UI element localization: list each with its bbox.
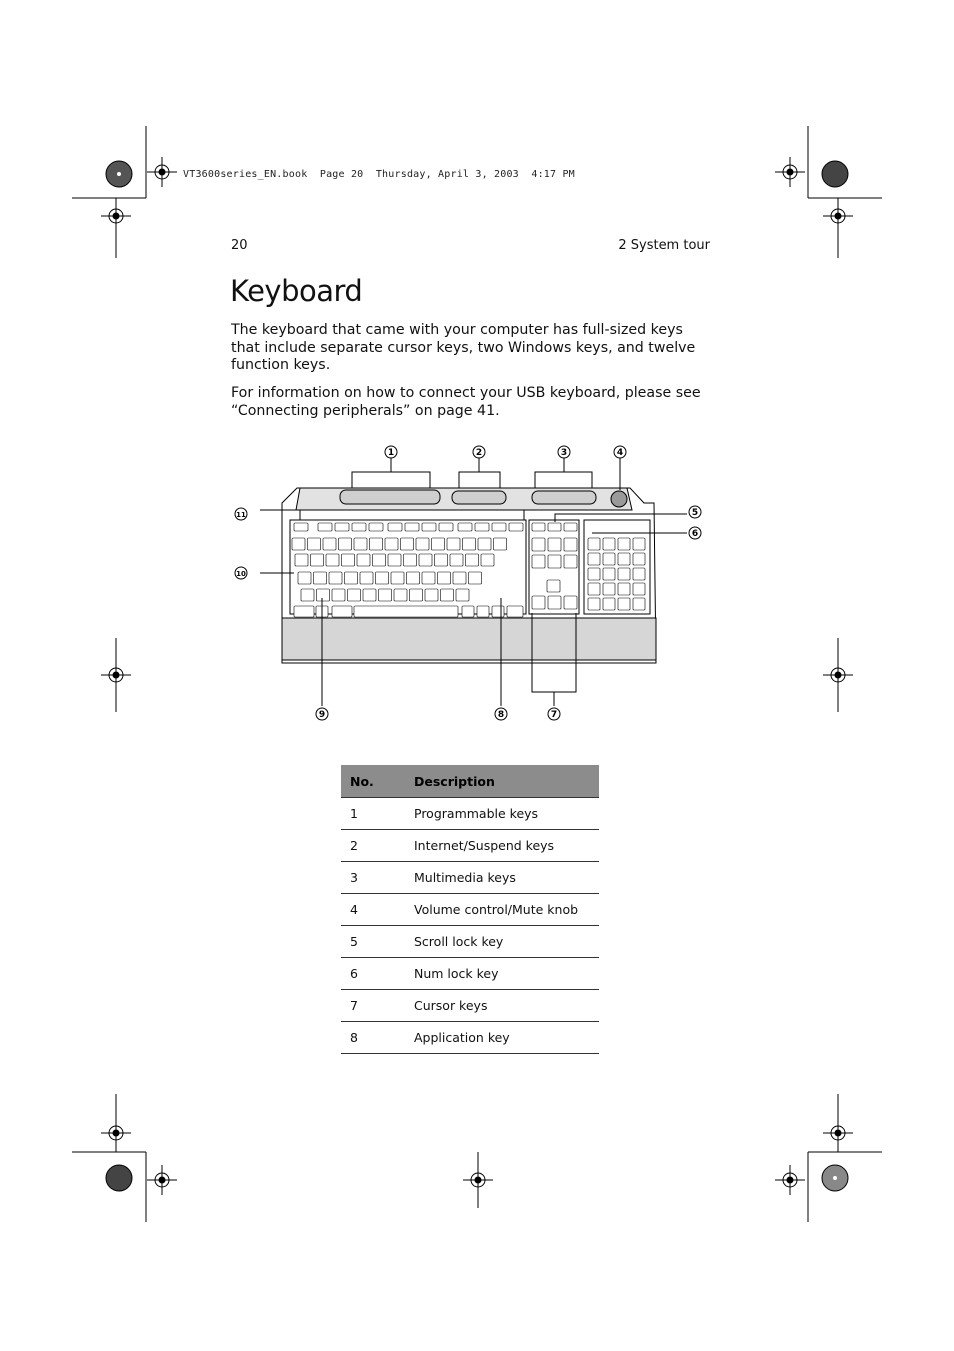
- keyboard-key: [329, 572, 342, 584]
- callout-10-label: 10: [236, 570, 246, 578]
- callout-3: [558, 446, 570, 458]
- keyboard-key: [548, 538, 561, 551]
- print-slug: VT3600series_EN.book Page 20 Thursday, April 3, 2003 4:17 PM: [183, 169, 575, 180]
- column-header-description: Description: [405, 765, 599, 798]
- keyboard-key: [633, 553, 645, 565]
- keyboard-key: [376, 572, 389, 584]
- row-number: 5: [341, 926, 405, 958]
- row-description: Scroll lock key: [405, 926, 599, 958]
- keyboard-key: [388, 554, 401, 566]
- keyboard-key: [588, 538, 600, 550]
- keyboard-key: [603, 568, 615, 580]
- table-row: [341, 1022, 599, 1054]
- keyboard-key: [422, 523, 436, 531]
- callout-9: [316, 708, 328, 720]
- callout-1: [385, 446, 397, 458]
- connection-paragraph: For information on how to connect your USB keyboard, please see “Connecting peripherals” on page 41.: [231, 385, 701, 419]
- keyboard-key: [462, 606, 474, 617]
- keyboard-key: [477, 606, 489, 617]
- callout-2-label: 2: [475, 448, 483, 458]
- keyboard-key: [564, 596, 577, 609]
- keyboard-key: [532, 523, 545, 531]
- table-row: [341, 894, 599, 926]
- keyboard-key: [314, 572, 327, 584]
- keyboard-key: [342, 554, 355, 566]
- keyboard-key: [618, 553, 630, 565]
- keyboard-key: [354, 606, 458, 617]
- callout-9-label: 9: [318, 710, 326, 720]
- row-description: Cursor keys: [405, 990, 599, 1022]
- callout-3-label: 3: [560, 448, 568, 458]
- table-row: [341, 958, 599, 990]
- keyboard-key: [422, 572, 435, 584]
- page-number: 20: [231, 238, 248, 253]
- keyboard-key: [588, 598, 600, 610]
- row-number: 7: [341, 990, 405, 1022]
- keyboard-key: [466, 554, 479, 566]
- keyboard-key: [478, 538, 491, 550]
- keyboard-key: [492, 523, 506, 531]
- keyboard-key: [379, 589, 392, 601]
- keyboard-key: [416, 538, 429, 550]
- keyboard-key: [439, 523, 453, 531]
- keyboard-key: [548, 555, 561, 568]
- keyboard-key: [564, 538, 577, 551]
- keyboard-key: [404, 554, 417, 566]
- row-description: Application key: [405, 1022, 599, 1054]
- keyboard-key: [588, 583, 600, 595]
- keyboard-key: [481, 554, 494, 566]
- callout-4: [614, 446, 626, 458]
- keyboard-key: [352, 523, 366, 531]
- keyboard-key: [588, 568, 600, 580]
- keyboard-key: [532, 555, 545, 568]
- keyboard-key: [450, 554, 463, 566]
- keyboard-key: [311, 554, 324, 566]
- keyboard-key: [603, 583, 615, 595]
- keyboard-key: [294, 523, 308, 531]
- page-title: Keyboard: [230, 274, 363, 308]
- keyboard-key: [492, 606, 504, 617]
- keyboard-key: [318, 523, 332, 531]
- column-header-number: No.: [341, 765, 405, 798]
- keyboard-key: [345, 572, 358, 584]
- callout-6: [689, 527, 701, 539]
- keyboard-key: [633, 538, 645, 550]
- row-number: 6: [341, 958, 405, 990]
- keyboard-key: [618, 568, 630, 580]
- keyboard-key: [463, 538, 476, 550]
- keyboard-key: [419, 554, 432, 566]
- row-description: Num lock key: [405, 958, 599, 990]
- row-number: 8: [341, 1022, 405, 1054]
- table-header-row: [341, 765, 599, 798]
- callout-5: [689, 506, 701, 518]
- keyboard-key: [335, 523, 349, 531]
- keyboard-key: [588, 553, 600, 565]
- keyboard-key: [388, 523, 402, 531]
- keyboard-key: [370, 538, 383, 550]
- keyboard-key: [633, 568, 645, 580]
- keyboard-key: [603, 538, 615, 550]
- keyboard-key: [348, 589, 361, 601]
- callout-2: [473, 446, 485, 458]
- keyboard-key: [405, 523, 419, 531]
- keyboard-key: [308, 538, 321, 550]
- keyboard-key: [548, 523, 561, 531]
- keyboard-key: [456, 589, 469, 601]
- table-row: [341, 830, 599, 862]
- table-row: [341, 862, 599, 894]
- callout-11: [235, 508, 247, 520]
- callout-8: [495, 708, 507, 720]
- row-description: Internet/Suspend keys: [405, 830, 599, 862]
- keyboard-key: [357, 554, 370, 566]
- keyboard-key: [548, 596, 561, 609]
- keyboard-key: [292, 538, 305, 550]
- keyboard-key: [385, 538, 398, 550]
- row-number: 3: [341, 862, 405, 894]
- keyboard-key: [618, 583, 630, 595]
- keyboard-key: [354, 538, 367, 550]
- keyboard-key: [332, 589, 345, 601]
- table-row: [341, 926, 599, 958]
- keyboard-key: [360, 572, 373, 584]
- callout-8-label: 8: [497, 710, 505, 720]
- keyboard-key: [618, 598, 630, 610]
- keyboard-key: [301, 589, 314, 601]
- keyboard-key: [332, 606, 352, 617]
- keyboard-key: [469, 572, 482, 584]
- keyboard-key: [295, 554, 308, 566]
- keyboard-key: [603, 598, 615, 610]
- row-description: Programmable keys: [405, 798, 599, 830]
- keyboard-key: [453, 572, 466, 584]
- keyboard-key: [458, 523, 472, 531]
- keyboard-key: [618, 538, 630, 550]
- keyboard-key: [369, 523, 383, 531]
- callout-4-label: 4: [616, 448, 624, 458]
- row-number: 1: [341, 798, 405, 830]
- keyboard-key: [507, 606, 523, 617]
- row-description: Volume control/Mute knob: [405, 894, 599, 926]
- keyboard-key: [323, 538, 336, 550]
- keyboard-key: [373, 554, 386, 566]
- keyboard-key: [564, 523, 577, 531]
- keyboard-illustration: [222, 438, 722, 730]
- callout-1-label: 1: [387, 448, 395, 458]
- keyboard-key: [475, 523, 489, 531]
- callout-7-label: 7: [550, 710, 558, 720]
- keyboard-key: [633, 598, 645, 610]
- keyboard-key: [410, 589, 423, 601]
- keyboard-key: [339, 538, 352, 550]
- keyboard-key: [441, 589, 454, 601]
- row-number: 2: [341, 830, 405, 862]
- keyboard-key: [394, 589, 407, 601]
- keyboard-key: [633, 583, 645, 595]
- keyboard-key: [363, 589, 376, 601]
- keyboard-key: [298, 572, 311, 584]
- keyboard-key: [494, 538, 507, 550]
- callout-11-label: 11: [236, 511, 246, 519]
- keyboard-key: [447, 538, 460, 550]
- keyboard-key: [391, 572, 404, 584]
- keyboard-key: [509, 523, 523, 531]
- keyboard-key: [317, 589, 330, 601]
- keyboard-parts-table: [341, 765, 599, 1054]
- keyboard-key: [547, 580, 560, 592]
- row-number: 4: [341, 894, 405, 926]
- keyboard-key: [432, 538, 445, 550]
- intro-paragraph: The keyboard that came with your computer has full-sized keys that include separate cursor keys, two Windows keys, and twelve function keys.: [231, 322, 696, 373]
- keyboard-key: [425, 589, 438, 601]
- keyboard-key: [438, 572, 451, 584]
- callout-5-label: 5: [691, 508, 699, 518]
- callout-10: [235, 567, 247, 579]
- keyboard-key: [407, 572, 420, 584]
- callout-6-label: 6: [691, 529, 699, 539]
- keyboard-key: [326, 554, 339, 566]
- keyboard-key: [603, 553, 615, 565]
- running-section-title: 2 System tour: [618, 238, 710, 253]
- row-description: Multimedia keys: [405, 862, 599, 894]
- keyboard-key: [532, 596, 545, 609]
- keyboard-key: [294, 606, 314, 617]
- keyboard-key: [401, 538, 414, 550]
- keyboard-key: [532, 538, 545, 551]
- table-row: [341, 990, 599, 1022]
- callout-7: [548, 708, 560, 720]
- keyboard-key: [435, 554, 448, 566]
- table-row: [341, 798, 599, 830]
- keyboard-key: [564, 555, 577, 568]
